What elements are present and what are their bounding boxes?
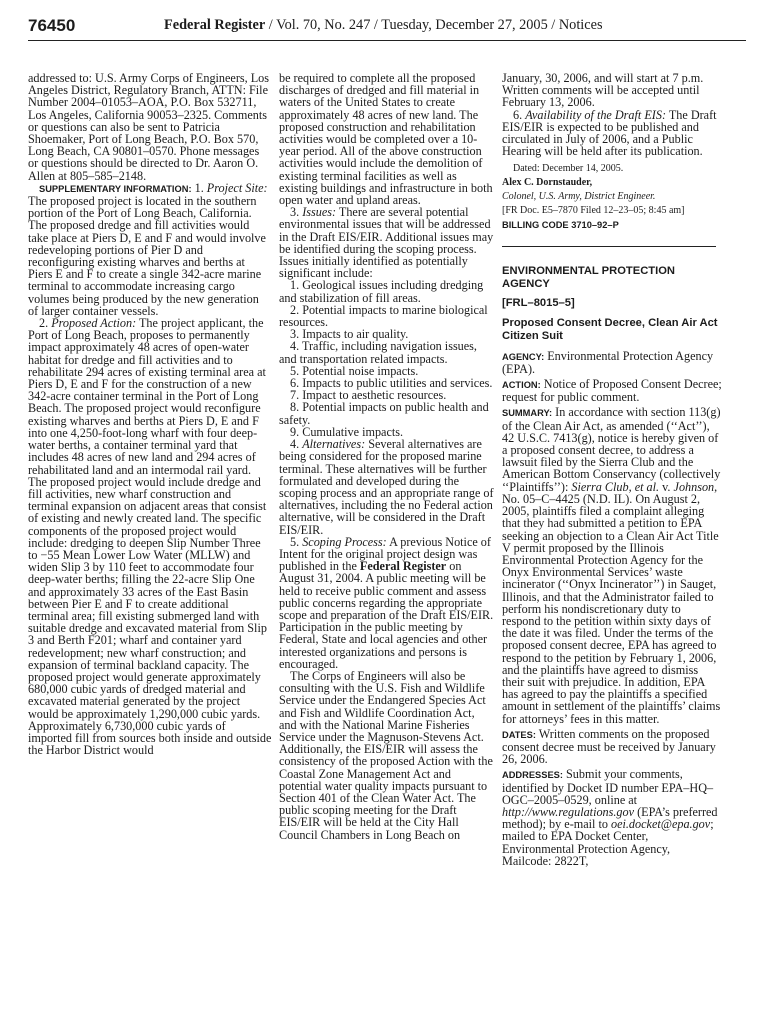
paragraph: 6. Availability of the Draft EIS: The Draft EIS/EIR is expected to be published and circulated in July of 2006, and a Public Hearing will be held after its publication. [502, 107, 717, 159]
header-rule [28, 40, 746, 41]
list-item: 8. Potential impacts on public health and safety. [279, 400, 489, 427]
issue-info: / Vol. 70, No. 247 / Tuesday, December 27, 2005 / Notices [265, 17, 603, 33]
agency-heading: ENVIRONMENTAL PROTECTION AGENCY [502, 264, 675, 291]
column-2 [279, 72, 495, 841]
notice-title: Proposed Consent Decree, Clean Air Act Citizen Suit [502, 316, 718, 343]
journal-name: Federal Register [164, 17, 266, 33]
section-label: SUPPLEMENTARY INFORMATION: [39, 183, 192, 194]
signer-name: Alex C. Dornstauder, [502, 177, 593, 189]
subsection-title: Project Site: [206, 180, 268, 195]
section-divider [502, 246, 716, 247]
list-item: 4. Traffic, including navigation issues, and transportation related impacts. [279, 339, 477, 366]
column-1 [28, 72, 272, 756]
subsection-title: Issues: [302, 205, 337, 220]
paragraph: addressed to: U.S. Army Corps of Engineers, Los Angeles District, Regulatory Branch, ATTN: File Number 2004–01053–AOA, P.O. Box 532711, Los Angeles, California 90053–2325. Comments or questions can also be sent to Patricia Shoemaker, Port of Long Beach, P.O. Box 570, Long Beach, CA 90801–0570. Phone messages or questions should be directed to Dr. Aaron O. Allen at 805–585–2148. [28, 71, 270, 183]
docket-email-link[interactable]: oei.docket@epa.gov [611, 817, 711, 832]
paragraph: be required to complete all the proposed discharges of dredged and fill material in waters of the United States to create approximately 48 acres of new land. The proposed construction and rehabilitation activities would be completed over a 10-year period. All of the above construction activities would include the demolition of existing terminal facilities as well as existing buildings and infrastructure in both open water and upland areas. [279, 71, 493, 208]
list-item: 9. Cumulative impacts. [290, 424, 404, 439]
page-number: 76450 [28, 16, 76, 35]
frl-number: [FRL–8015–5] [502, 297, 575, 310]
federal-register-ref: Federal Register [359, 559, 447, 574]
billing-code: BILLING CODE 3710–92–P [502, 220, 619, 231]
paragraph: January, 30, 2006, and will start at 7 p.m. Written comments will be accepted until February 13, 2006. [502, 71, 704, 110]
agency-field: AGENCY: Environmental Protection Agency (EPA). [502, 348, 714, 376]
subsection-title: Alternatives: [302, 437, 366, 452]
summary-field: SUMMARY: In accordance with section 113(g) of the Clean Air Act, as amended (‘‘Act’’), 42 U.S.C. 7413(g), notice is hereby given of a proposed consent decree, to address a lawsuit filed by the Sierra Club and the American Bottom Conservancy (collectively ‘‘Plaintiffs’’): Sierra Club, et al. v. Johnson, No. 05–C–4425 (N.D. IL). On August 2, 2005, plaintiffs filed a complaint alleging that they had submitted a petition to EPA seeking an objection to a Clean Air Act Title V permit proposed by the Illinois Environmental Protection Agency for the Onyx Environmental Services’ waste incinerator (‘‘Onyx Incinerator’’) in Sauget, Illinois, and that the Administrator failed to perform his nondiscretionary duty to respond to the petition within sixty days of the date it was filed. Under the terms of the proposed consent decree, EPA has agreed to respond to the petition by February 1, 2006, and the plaintiffs have agreed to dismiss their suit with prejudice. In addition, EPA has agreed to pay the plaintiffs a specified amount in settlement of the plaintiffs’ claims for attorneys’ fees in this matter. [502, 405, 721, 726]
subsection-title: Availability of the Draft EIS: [525, 107, 666, 122]
subsection-title: Proposed Action: [51, 316, 137, 331]
paragraph: 3. Issues: There are several potential environmental issues that will be addressed in the Draft EIS/EIR. Additional issues may be identified during the scoping process. Issues initially identified as potentially significant include: [279, 205, 494, 281]
regulations-link[interactable]: http://www.regulations.gov [502, 804, 635, 819]
paragraph: 5. Scoping Process: A previous Notice of Intent for the original project design was published in the Federal Register on August 31, 2004. A public meeting will be held to receive public comment and assess public concerns regarding the appropriate scope and preparation of the Draft EIS/EIR. Participation in the public meeting by Federal, State and local agencies and other interested organizations and persons is encouraged. [279, 534, 494, 671]
list-item: 2. Potential impacts to marine biological resources. [279, 302, 488, 330]
paragraph: 4. Alternatives: Several alternatives are being considered for the proposed marine terminal. These alternatives will be further formulated and developed during the scoping process and an appropriate range of alternatives, including the no Federal action alternative, will be considered in the Draft EIS/EIR. [279, 437, 494, 537]
addresses-field: ADDRESSES: Submit your comments, identified by Docket ID number EPA–HQ–OGC–2005–0529, online at http://www.regulations.gov (EPA’s preferred method); by e-mail to oei.docket@epa.gov; mailed to EPA Docket Center, Environmental Protection Agency, Mailcode: 2822T, [502, 767, 718, 868]
paragraph: 2. Proposed Action: The project applicant, the Port of Long Beach, proposes to permanently impact approximately 48 acres of open-water habitat for dredge and fill activities and to rehabilitate 294 acres of existing terminal area at Piers D, E and F for the construction of a new 342-acre container terminal in the Port of Long Beach. The proposed project would reconfigure existing wharves and berths at Piers D, E and F into one 4,250-foot-long wharf with four deep-water berths, a container terminal yard that includes 48 acres of new land and 294 acres of rehabilitated land and an intermodal rail yard. The proposed project would include dredge and fill activities, new wharf construction and terminal expansion on adjacent areas that consist of existing and newly created land. The specific components of the proposed project would include: dredging to deepen Slip Number Three to −55 Mean Lower Low Water (MLLW) and widen Slip 3 by 110 feet to accommodate four deep-water berths; filling the 22-acre Slip One and approximately 33 acres of the East Basin between Pier E and F to create additional terminal area; fill existing submerged land with suitable dredge and excavated material from Slip 3 and Berth F201; wharf and container yard redevelopment; new wharf construction; and expansion of terminal backland capacity. The proposed project would generate approximately 680,000 cubic yards of dredged material and excavated material generated by the project would be approximately 1,290,000 cubic yards. Approximately 6,730,000 cubic yards of imported fill from sources both inside and outside the Harbor District would [28, 316, 272, 758]
running-head [164, 17, 603, 34]
subsection-title: Scoping Process: [302, 534, 387, 549]
page-header [28, 14, 746, 40]
paragraph: The Corps of Engineers will also be consulting with the U.S. Fish and Wildlife Service under the Endangered Species Act and Fish and Wildlife Coordination Act, and with the National Marine Fisheries Service under the Magnuson-Stevens Act. Additionally, the EIS/EIR will assess the consistency of the proposed Action with the Coastal Zone Management Act and potential water quality impacts pursuant to Section 401 of the Clean Water Act. The public scoping meeting for the Draft EIS/EIR will be held at the City Hall Council Chambers in Long Beach on [279, 668, 493, 842]
column-3 [502, 72, 722, 867]
signer-title: Colonel, U.S. Army, District Engineer. [502, 191, 656, 203]
dated-line: Dated: December 14, 2005. [513, 163, 624, 175]
paragraph: SUPPLEMENTARY INFORMATION: 1. Project Site: The proposed project is located in the southern portion of the Port of Long Beach, California. The proposed dredge and fill activities would take place at Piers D, E and F and would involve redeveloping portions of Pier D and reconfiguring existing wharves and berths at Piers E and F to create a single 342-acre marine terminal to accommodate increasing cargo volumes being produced by the new generation of larger container vessels. [28, 180, 268, 318]
list-item: 3. Impacts to air quality. [290, 327, 409, 342]
list-item: 1. Geological issues including dredging and stabilization of fill areas. [279, 278, 484, 305]
action-field: ACTION: Notice of Proposed Consent Decree; request for public comment. [502, 377, 722, 405]
list-item: 5. Potential noise impacts. [290, 363, 419, 378]
fr-doc-line: [FR Doc. E5–7870 Filed 12–23–05; 8:45 am] [502, 205, 685, 217]
dates-field: DATES: Written comments on the proposed consent decree must be received by January 26, 2006. [502, 726, 716, 767]
list-item: 7. Impact to aesthetic resources. [290, 388, 447, 403]
list-item: 6. Impacts to public utilities and services. [290, 376, 493, 391]
